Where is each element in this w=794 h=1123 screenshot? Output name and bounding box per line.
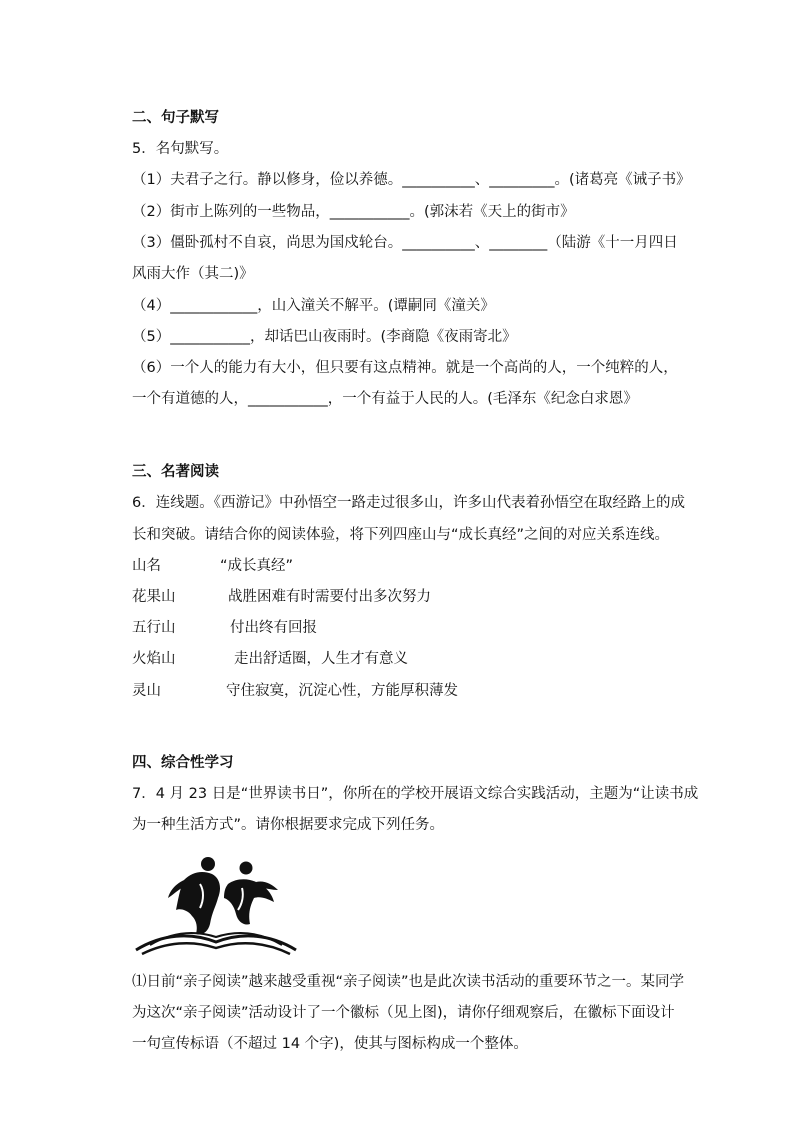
mountain-1: 花果山 bbox=[132, 589, 176, 605]
q7-line-2: 为一种生活方式”。请你根据要求完成下列任务。 bbox=[132, 817, 445, 833]
task1-line-3: 一句宣传标语（不超过 14 个字)，使其与图标构成一个整体。 bbox=[132, 1036, 528, 1052]
col-scripture-header: “成长真经” bbox=[220, 558, 294, 574]
q5-item-2: （2）街市上陈列的一些物品，___________。(郭沫若《天上的街市》 bbox=[132, 204, 575, 220]
q7-line-1: 7．4 月 23 日是“世界读书日”，你所在的学校开展语文综合实践活动，主题为“让读书成 bbox=[132, 786, 699, 802]
scripture-3: 走出舒适圈，人生才有意义 bbox=[234, 651, 408, 667]
q5-item-3: （3）僵卧孤村不自哀，尚思为国戍轮台。__________、________（陆游《十一月四日 bbox=[132, 235, 678, 251]
parent-child-reading-logo-icon bbox=[132, 850, 300, 958]
q5-item-1: （1）夫君子之行。静以修身，俭以养德。__________、_________。(诸葛亮《诫子书》 bbox=[132, 172, 691, 188]
mountain-2: 五行山 bbox=[132, 620, 176, 636]
task1-line-2: 为这次“亲子阅读”活动设计了一个徽标（见上图)，请你仔细观察后，在徽标下面设计 bbox=[132, 1005, 675, 1021]
col-mountain-header: 山名 bbox=[132, 558, 161, 574]
q5-item-3-cont: 风雨大作（其二)》 bbox=[132, 266, 254, 282]
scripture-4: 守住寂寞，沉淀心性，方能厚积薄发 bbox=[226, 683, 458, 699]
q6-line-2: 长和突破。请结合你的阅读体验，将下列四座山与“成长真经”之间的对应关系连线。 bbox=[132, 527, 670, 543]
q5-item-6: （6）一个人的能力有大小，但只要有这点精神。就是一个高尚的人，一个纯粹的人， bbox=[132, 360, 678, 376]
section2-heading: 二、句子默写 bbox=[132, 110, 219, 126]
q6-line-1: 6．连线题。《西游记》中孙悟空一路走过很多山，许多山代表着孙悟空在取经路上的成 bbox=[132, 495, 685, 511]
section4-heading: 四、综合性学习 bbox=[132, 755, 234, 771]
q5-title: 5．名句默写。 bbox=[132, 141, 229, 157]
q5-item-6-cont: 一个有道德的人，___________，一个有益于人民的人。(毛泽东《纪念白求恩》 bbox=[132, 391, 638, 407]
mountain-4: 灵山 bbox=[132, 683, 161, 699]
scripture-2: 付出终有回报 bbox=[230, 620, 317, 636]
scripture-1: 战胜困难有时需要付出多次努力 bbox=[228, 589, 431, 605]
mountain-3: 火焰山 bbox=[132, 651, 176, 667]
q5-item-5: （5）___________，却话巴山夜雨时。(李商隐《夜雨寄北》 bbox=[132, 329, 517, 345]
q5-item-4: （4）____________，山入潼关不解平。(谭嗣同《潼关》 bbox=[132, 298, 495, 314]
task1-line-1: ⑴日前“亲子阅读”越来越受重视“亲子阅读”也是此次读书活动的重要环节之一。某同学 bbox=[132, 974, 685, 990]
section3-heading: 三、名著阅读 bbox=[132, 464, 219, 480]
